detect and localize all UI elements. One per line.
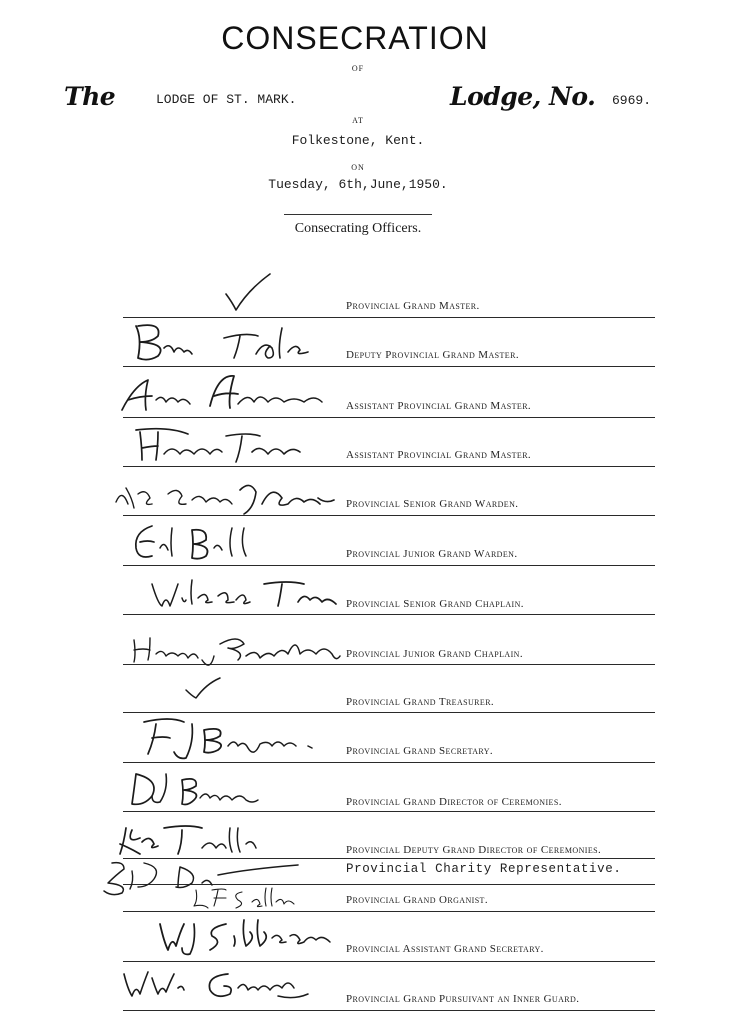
of-label: OF	[351, 64, 365, 73]
office-label: Provincial Senior Grand Warden.	[346, 498, 519, 510]
office-label: Provincial Senior Grand Chaplain.	[346, 598, 524, 610]
signature-line	[123, 811, 655, 812]
office-label: Provincial Charity Representative.	[346, 862, 622, 876]
office-label: Provincial Deputy Grand Director of Ceremonies.	[346, 844, 602, 856]
handwritten-signature	[128, 318, 328, 364]
office-label: Provincial Grand Secretary.	[346, 745, 494, 757]
office-label: Assistant Provincial Grand Master.	[346, 449, 532, 461]
on-label: ON	[351, 163, 365, 172]
office-label: Provincial Grand Director of Ceremonies.	[346, 796, 562, 808]
location: Folkestone, Kent.	[291, 133, 425, 148]
handwritten-signature	[128, 422, 308, 468]
lodge-name: LODGE OF ST. MARK.	[156, 92, 297, 107]
handwritten-signature	[148, 574, 348, 614]
handwritten-signature	[128, 518, 268, 564]
handwritten-signature	[112, 474, 338, 520]
signature-line	[123, 614, 655, 615]
office-label: Provincial Grand Organist.	[346, 894, 488, 906]
office-label: Provincial Assistant Grand Secretary.	[346, 943, 544, 955]
at-label: AT	[352, 116, 364, 125]
handwritten-signature	[128, 626, 344, 670]
handwritten-signature	[118, 960, 318, 1006]
handwritten-signature	[190, 882, 310, 912]
checkmark-signature-mark	[222, 270, 274, 316]
office-label: Provincial Grand Master.	[346, 300, 480, 312]
signature-line	[123, 565, 655, 566]
lodge-number: 6969.	[612, 93, 652, 108]
checkmark-signature-mark	[180, 672, 226, 702]
signature-line	[123, 417, 655, 418]
handwritten-signature	[154, 912, 344, 958]
handwritten-signature	[130, 712, 330, 762]
the-label: The	[64, 82, 116, 111]
subtitle: Consecrating Officers.	[294, 221, 422, 236]
office-label: Provincial Junior Grand Warden.	[346, 548, 518, 560]
office-label: Assistant Provincial Grand Master.	[346, 400, 532, 412]
office-label: Provincial Grand Pursuivant an Inner Guard.	[346, 993, 580, 1005]
signature-line	[123, 762, 655, 763]
handwritten-signature	[126, 766, 266, 810]
consecration-date: Tuesday, 6th,June,1950.	[268, 177, 448, 192]
signature-line	[123, 1010, 655, 1011]
lodge-label: Lodge, No.	[450, 82, 596, 111]
office-label: Provincial Junior Grand Chaplain.	[346, 648, 523, 660]
document-title: CONSECRATION	[221, 20, 489, 56]
office-label: Provincial Grand Treasurer.	[346, 696, 495, 708]
handwritten-signature	[118, 366, 328, 416]
office-label: Deputy Provincial Grand Master.	[346, 349, 519, 361]
header-divider	[284, 214, 432, 215]
